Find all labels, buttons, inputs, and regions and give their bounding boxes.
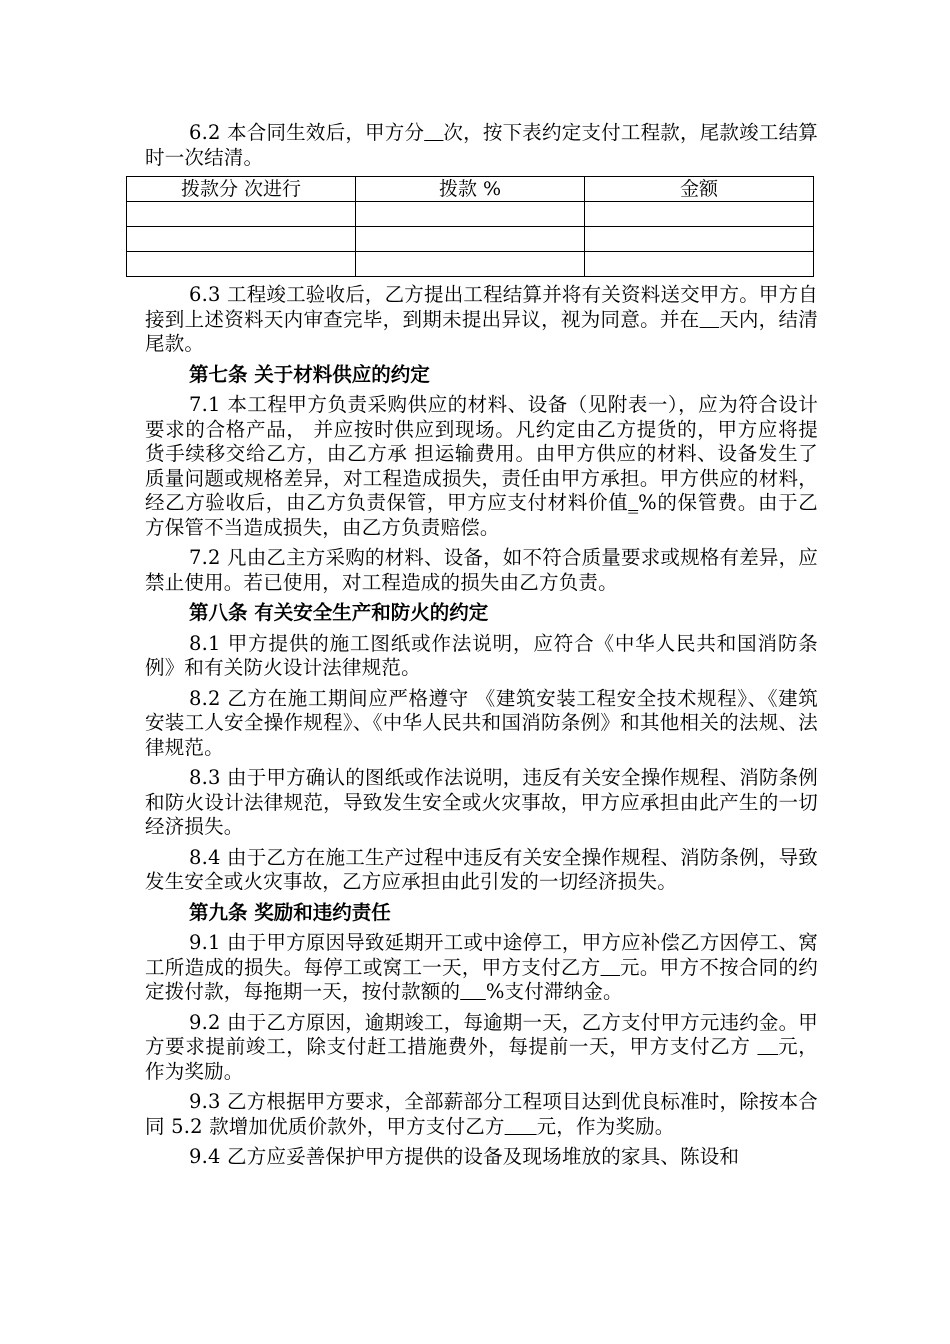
fill-in-blank — [757, 1035, 778, 1058]
fill-in-blank: _ — [628, 491, 639, 514]
clause-paragraph — [145, 1090, 818, 1139]
table-row — [127, 202, 814, 227]
text-run: 9.3 乙方根据甲方要求，全部薪部分工程项目达到优良标准时，除按本合同 5.2 款增加优质价款外，甲方支付乙方 — [145, 1090, 819, 1138]
text-run: 8.4 由于乙方在施工生产过程中违反有关安全操作规程、消防条例，导致发生安全或火灾事故，乙方应承担由此引发的一切经济损失。 — [145, 845, 819, 893]
fill-in-blank — [601, 956, 621, 979]
fill-in-blank — [700, 308, 720, 331]
table-cell — [356, 227, 585, 252]
clause-paragraph — [145, 687, 818, 761]
clause-paragraph — [145, 121, 818, 170]
text-run: 6.2 本合同生效后，甲方分 — [189, 121, 425, 144]
text-run: 9.2 由于乙方原因，逾期竣工，每逾期一天，乙方支付甲方元违约金。甲方要求提前竣工，除支付赶工措施费外，每提前一天，甲方支付乙方 — [145, 1010, 819, 1058]
text-run: 次，按下表约定支付工程款，尾款竣工结算时一次结清。 — [145, 121, 818, 169]
fill-in-blank — [460, 980, 486, 1003]
text-run: 元，作为奖励。 — [145, 1035, 818, 1083]
article-heading — [145, 601, 818, 626]
table-cell — [585, 227, 814, 252]
text-run: 9.4 乙方应妥善保护甲方提供的设备及现场堆放的家具、陈设和 — [189, 1145, 740, 1168]
table-cell — [585, 252, 814, 277]
clause-paragraph — [145, 766, 818, 840]
text-run: 天内，结清尾款。 — [145, 307, 818, 355]
clause-paragraph — [145, 1011, 818, 1085]
table-row — [127, 227, 814, 252]
clause-paragraph — [145, 546, 818, 595]
text-run: 9.1 由于甲方原因导致延期开工或中途停工，甲方应补偿乙方因停工、窝工所造成的损失。每停工或窝工一天，甲方支付乙方 — [145, 931, 819, 979]
clause-paragraph — [145, 283, 818, 357]
clause-paragraph — [145, 846, 818, 895]
text-run: %支付滞纳金。 — [485, 980, 623, 1003]
table-header-cell: 拨款 % — [356, 177, 585, 202]
clause-paragraph — [145, 1145, 818, 1170]
contract-body — [145, 121, 818, 1176]
table-header-cell: 拨款分 次进行 — [127, 177, 356, 202]
text-run: %的保管费。由于乙方保管不当造成损失，由乙方负责赔偿。 — [145, 491, 818, 539]
table-row — [127, 252, 814, 277]
table-cell — [127, 227, 356, 252]
table-cell — [356, 252, 585, 277]
text-run: 第八条 有关安全生产和防火的约定 — [189, 601, 489, 624]
table-header-cell: 金额 — [585, 177, 814, 202]
clause-paragraph — [145, 632, 818, 681]
text-run: 7.2 凡由乙主方采购的材料、设备，如不符合质量要求或规格有差异，应禁止使用。若已使用，对工程造成的损失由乙方负责。 — [145, 546, 819, 594]
text-run: 8.2 乙方在施工期间应严格遵守 《建筑安装工程安全技术规程》、《建筑安装工人安全操作规程》、《中华人民共和国消防条例》和其他相关的法规、法律规范。 — [145, 686, 818, 759]
text-run: 8.3 由于甲方确认的图纸或作法说明，违反有关安全操作规程、消防条例和防火设计法律规范，导致发生安全或火灾事故，甲方应承担由此产生的一切经济损失。 — [145, 766, 819, 838]
article-heading — [145, 363, 818, 388]
clause-paragraph — [145, 931, 818, 1005]
payment-schedule-table — [126, 176, 814, 277]
text-run: 6.3 工程竣工验收后，乙方提出工程结算并将有关资料送交甲方。甲方自接到上述资料天内审查完毕，到期未提出异议，视为同意。并在 — [145, 283, 819, 331]
text-run: 7.1 本工程甲方负责采购供应的材料、设备（见附表一），应为符合设计要求的合格产品， 并应按时供应到现场。凡约定由乙方提货的，甲方应将提货手续移交给乙方，由乙方承 担运输费用。由甲方供应的材料、设备发生了质量问题或规格差异，对工程造成损失，责任由甲方承担。甲方供应的材料，经乙方验收后，由乙方负责保管，甲方应支付材料价值 — [145, 393, 818, 514]
text-run: 第九条 奖励和违约责任 — [189, 900, 391, 924]
table-cell — [127, 202, 356, 227]
text-run: 元，作为奖励。 — [536, 1114, 675, 1138]
clause-paragraph — [145, 393, 818, 540]
fill-in-blank — [505, 1115, 537, 1138]
table-cell — [585, 202, 814, 227]
table-cell — [127, 252, 356, 277]
table-cell — [356, 202, 585, 227]
fill-in-blank — [424, 121, 443, 144]
article-heading — [145, 901, 818, 926]
table-header-row — [127, 177, 814, 202]
text-run: 第七条 关于材料供应的约定 — [189, 362, 430, 386]
text-run: 8.1 甲方提供的施工图纸或作法说明，应符合《中华人民共和国消防条例》和有关防火设计法律规范。 — [145, 631, 818, 679]
text-run: 元。甲方不按合同的约定拨付款，每拖期一天，按付款额的 — [145, 955, 818, 1003]
